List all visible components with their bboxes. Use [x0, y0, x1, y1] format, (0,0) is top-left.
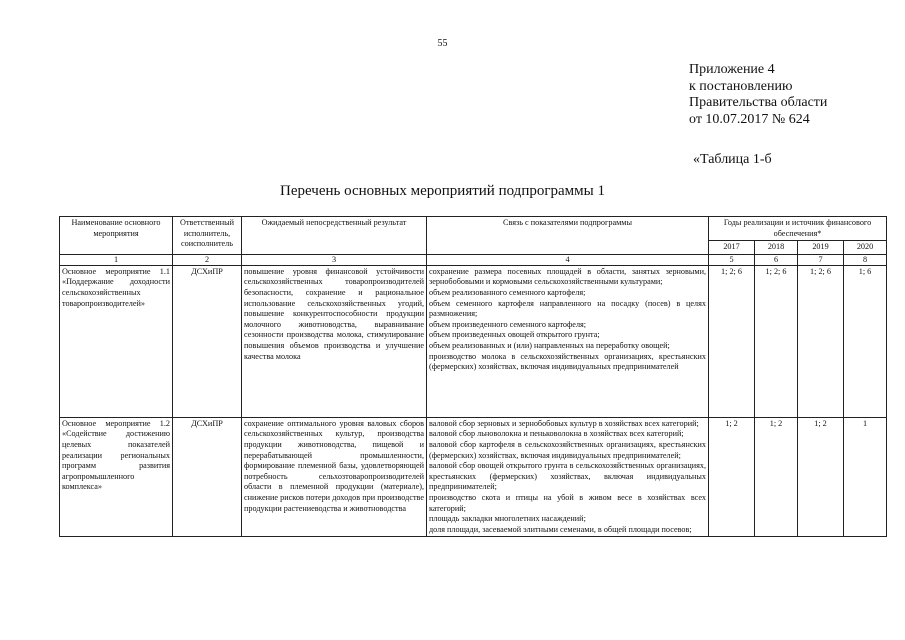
year-source: 1; 2 — [755, 417, 798, 537]
appendix-line: Правительства области — [689, 95, 828, 110]
appendix-line: Приложение 4 — [689, 62, 775, 77]
appendix-block — [689, 62, 827, 128]
year-source: 1; 2 — [709, 417, 755, 537]
appendix-line: от 10.07.2017 № 624 — [689, 111, 810, 127]
header-link: Связь с показателями подпрограммы — [427, 217, 709, 255]
year-source: 1; 2 — [798, 417, 844, 537]
header-year: 2017 — [709, 241, 755, 255]
indicator-item: объем произведенного семенного картофеля; — [429, 319, 587, 329]
measure-result: сохранение оптимального уровня валовых сборов сельскохозяйственных культур, производства продукции животноводства, пищевой и перерабатывающей промышленности, формирование племенной базы, удовлетворяющей потребность сельхозтоваропроизводителей области в племенной продукции (материале), снижение рисков потери доходов при производстве продукции растениеводства и животноводства — [242, 417, 427, 537]
header-name: Наименование основного мероприятия — [60, 217, 173, 255]
column-number: 5 — [709, 254, 755, 265]
column-number: 4 — [427, 254, 709, 265]
indicator-item: объем реализованного семенного картофеля; — [429, 287, 586, 297]
column-number: 7 — [798, 254, 844, 265]
header-year: 2018 — [755, 241, 798, 255]
measure-links — [427, 265, 709, 417]
column-number: 3 — [242, 254, 427, 265]
indicator-item: доля площади, засеваемой элитными семенами, в общей площади посевов; — [429, 524, 692, 534]
measure-executor: ДСХиПР — [173, 417, 242, 537]
indicator-item: производство молока в сельскохозяйственных организациях, крестьянских (фермерских) хозяйствах, включая индивидуальных предпринимателей — [429, 351, 706, 372]
indicator-item: валовой сбор зерновых и зернобобовых культур в хозяйствах всех категорий; — [429, 418, 699, 428]
header-row — [60, 217, 887, 241]
table-row — [60, 417, 887, 537]
indicator-item: валовой сбор овощей открытого грунта в сельскохозяйственных организациях, крестьянских (фермерских) хозяйствах, включая индивидуальных предпринимателей; — [429, 461, 706, 492]
header-executor: Ответственный исполнитель, соисполнитель — [173, 217, 242, 255]
measure-name: Основное мероприятие 1.2 «Содействие достижению целевых показателей реализации региональных программ развития агропромышленного комплекса» — [60, 417, 173, 537]
indicator-item: производство скота и птицы на убой в живом весе в хозяйствах всех категорий; — [429, 492, 706, 513]
indicator-item: валовой сбор льноволокна и пеньковолокна в хозяйствах всех категорий; — [429, 429, 684, 439]
year-source: 1; 2; 6 — [755, 265, 798, 417]
measures-table — [59, 216, 887, 537]
appendix-line: к постановлению — [689, 78, 793, 94]
column-number: 1 — [60, 254, 173, 265]
indicator-item: площадь закладки многолетних насаждений; — [429, 514, 586, 524]
document-title: Перечень основных мероприятий подпрограммы 1 — [280, 183, 605, 199]
header-years-group: Годы реализации и источник финансового обеспечения* — [709, 217, 887, 241]
column-number: 2 — [173, 254, 242, 265]
year-source: 1; 6 — [844, 265, 887, 417]
measure-result: повышение уровня финансовой устойчивости сельскохозяйственных товаропроизводителей безопасности, сохранение и рациональное использование сельскохозяйственных угодий, повышение конкурентоспособности продукции молочного животноводства, выравнивание сезонности производства молока, стимулирование повышения объемов производства и улучшение качества молока — [242, 265, 427, 417]
indicator-item: сохранение размера посевных площадей в области, занятых зерновыми, зернобобовыми и кормовыми сельскохозяйственными культурами; — [429, 266, 706, 287]
table-label: «Таблица 1-б — [693, 152, 772, 167]
indicator-item: объем реализованных и (или) направленных на переработку овощей; — [429, 340, 670, 350]
column-numbers-row — [60, 254, 887, 265]
year-source: 1; 2; 6 — [798, 265, 844, 417]
indicator-item: валовой сбор картофеля в сельскохозяйственных организациях, крестьянских (фермерских) хозяйствах, включая индивидуальных предпринимателей; — [429, 439, 706, 460]
indicator-item: объем семенного картофеля направленного на посадку (посев) в целях размножения; — [429, 298, 706, 319]
header-year: 2019 — [798, 241, 844, 255]
header-year: 2020 — [844, 241, 887, 255]
year-source: 1 — [844, 417, 887, 537]
page-number: 55 — [437, 38, 448, 49]
indicator-item: объем произведенных овощей открытого грунта; — [429, 330, 600, 340]
measure-name: Основное мероприятие 1.1 «Поддержание доходности сельскохозяйственных товаропроизводителей» — [60, 265, 173, 417]
header-result: Ожидаемый непосредственный результат — [242, 217, 427, 255]
table-row — [60, 265, 887, 417]
column-number: 8 — [844, 254, 887, 265]
measure-links — [427, 417, 709, 537]
measure-executor: ДСХиПР — [173, 265, 242, 417]
column-number: 6 — [755, 254, 798, 265]
year-source: 1; 2; 6 — [709, 265, 755, 417]
